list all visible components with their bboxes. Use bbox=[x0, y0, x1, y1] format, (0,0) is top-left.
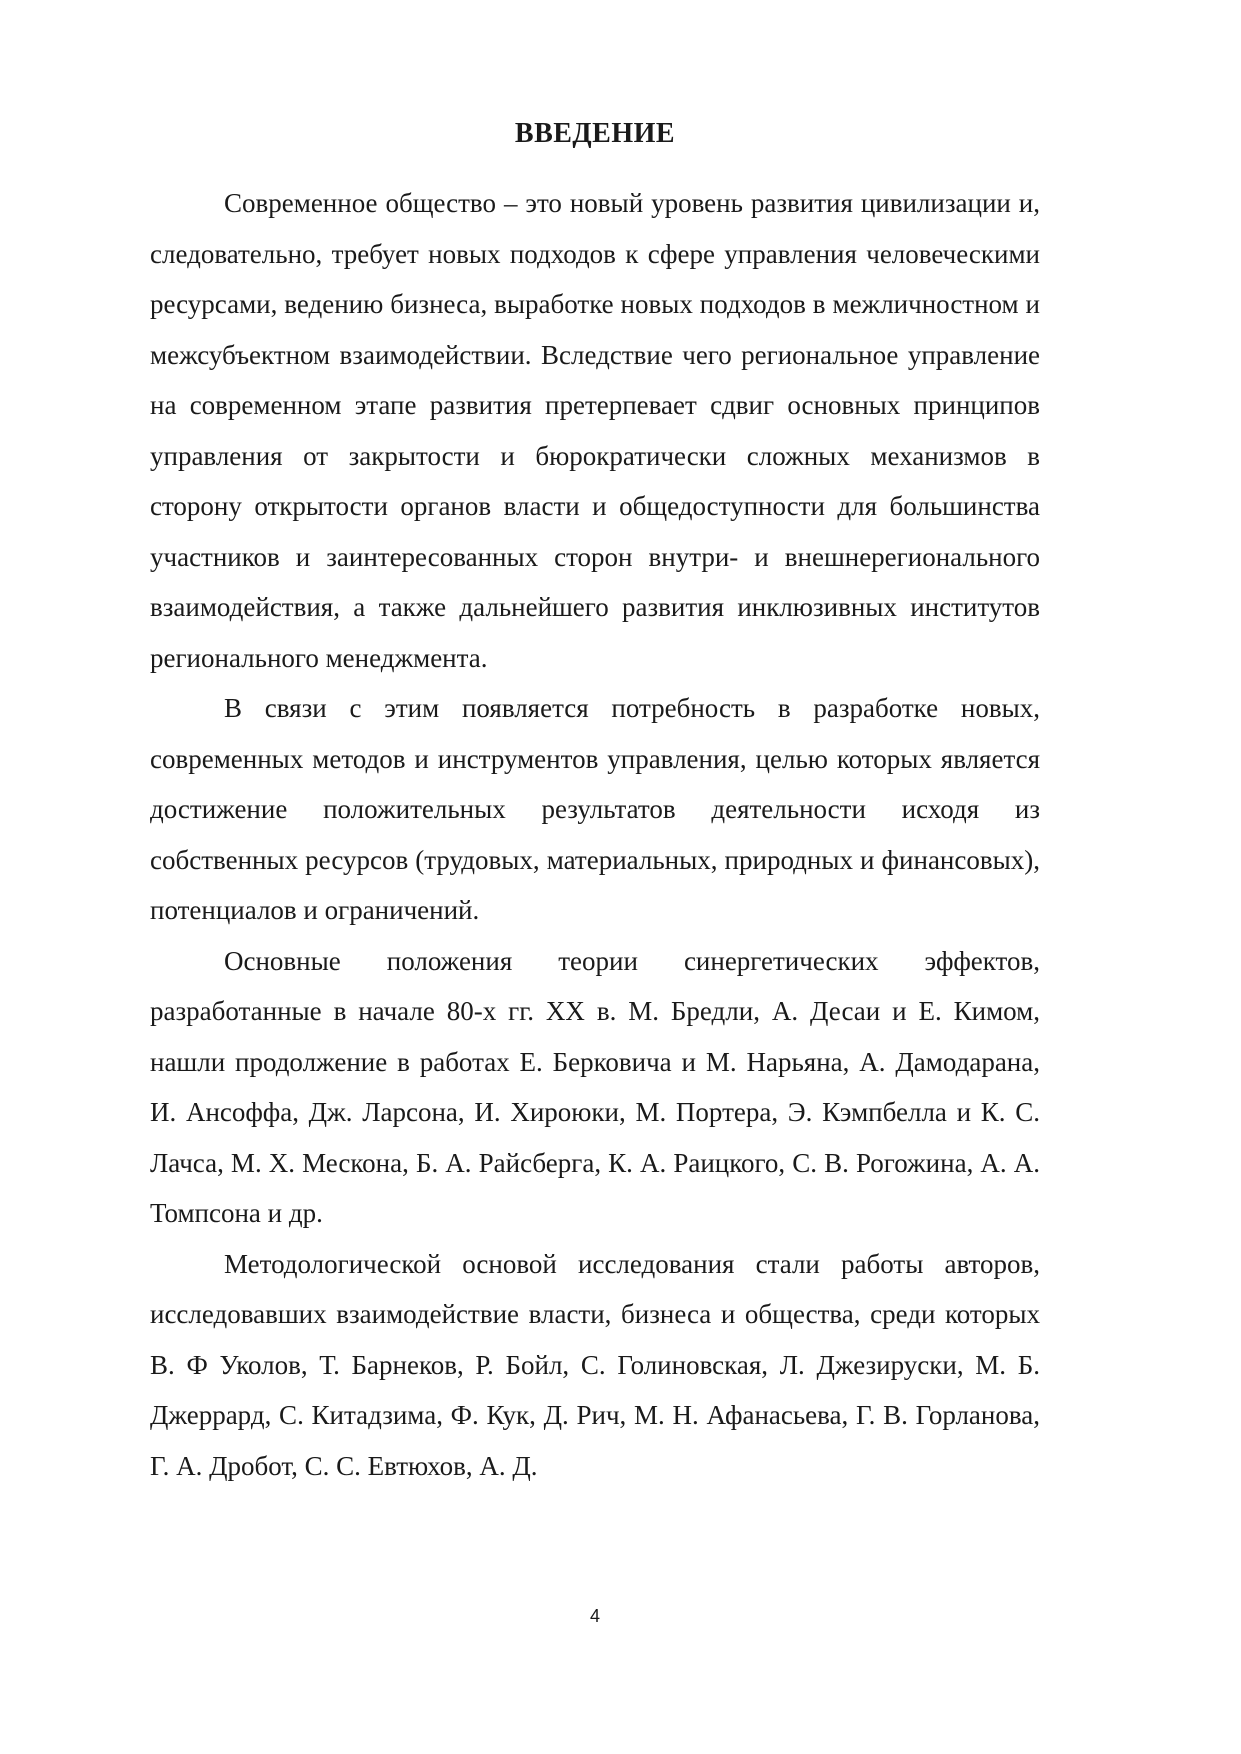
section-heading: ВВЕДЕНИЕ bbox=[514, 118, 676, 149]
paragraph-3: Основные положения теории синергетических эффектов, разработанные в начале 80-х гг. XX в. М. Бредли, А. Десаи и Е. Кимом, нашли продолжение в работах Е. Берковича и М. Нарьяна, А. Дамодарана, И. Ансоффа, Дж. Ларсона, И. Хироюки, М. Портера, Э. Кэмпбелла и К. С. Лачса, М. Х. Мескона, Б. А. Райсберга, К. А. Раицкого, С. В. Рогожина, А. А. Томпсона и др. bbox=[150, 945, 1040, 1228]
paragraph-1: Современное общество – это новый уровень развития цивилизации и, следовательно, требует новых подходов к сфере управления человеческими ресурсами, ведению бизнеса, выработке новых подходов в межличностном и межсубъектном взаимодействии. Вследствие чего региональное управление на современном этапе развития претерпевает сдвиг основных принципов управления от закрытости и бюрократически сложных механизмов в сторону открытости органов власти и общедоступности для большинства участников и заинтересованных сторон внутри- и внешнерегионального взаимодействия, а также дальнейшего развития инклюзивных институтов регионального менеджмента. bbox=[150, 188, 1040, 673]
page-number: 4 bbox=[589, 1606, 600, 1626]
paragraph-4: Методологической основой исследования стали работы авторов, исследовавших взаимодействие власти, бизнеса и общества, среди которых В. Ф Уколов, Т. Барнеков, Р. Бойл, С. Голиновская, Л. Джезируски, М. Б. Джеррард, С. Китадзима, Ф. Кук, Д. Рич, М. Н. Афанасьева, Г. В. Горланова, Г. А. Дробот, С. С. Евтюхов, А. Д. bbox=[150, 1248, 1040, 1481]
body-text bbox=[150, 178, 1040, 1491]
paragraph-2: В связи с этим появляется потребность в разработке новых, современных методов и инструментов управления, целью которых является достижение положительных результатов деятельности исходя из собственных ресурсов (трудовых, материальных, природных и финансовых), потенциалов и ограничений. bbox=[150, 693, 1040, 925]
